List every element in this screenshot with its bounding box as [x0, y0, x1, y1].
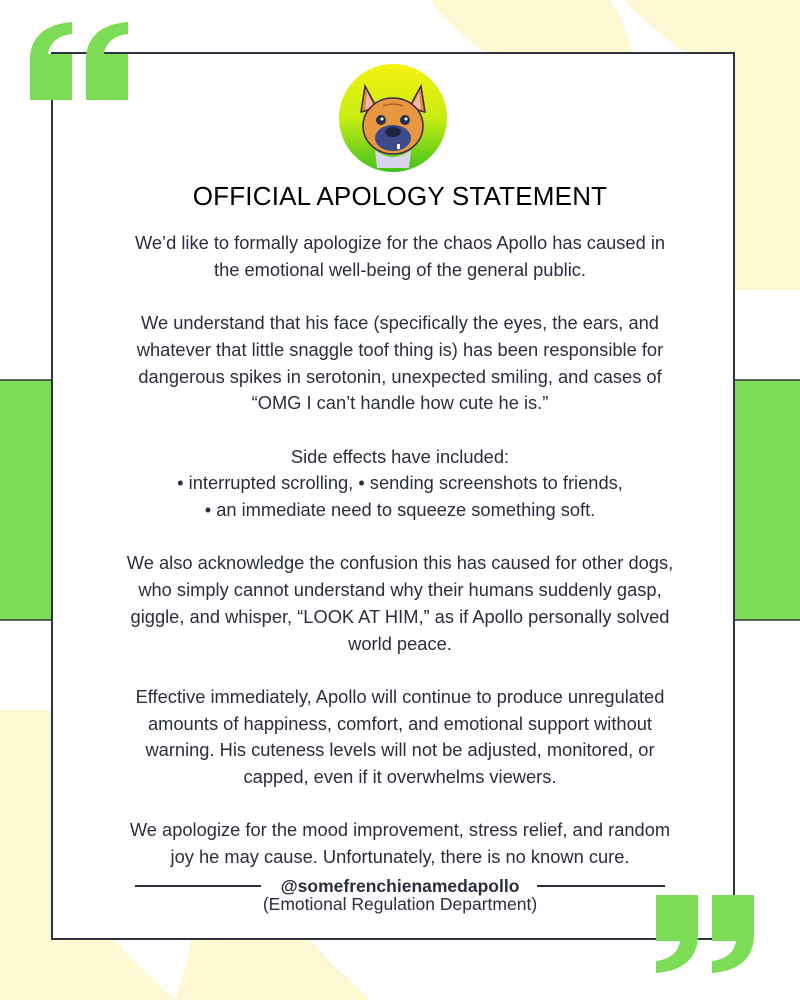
signature-rule-left: [135, 885, 261, 887]
page-title: OFFICIAL APOLOGY STATEMENT: [192, 181, 608, 211]
signature-department: (Emotional Regulation Department): [262, 894, 538, 914]
signature-rule-right: [537, 885, 665, 887]
signature-handle: @somefrenchienamedapollo: [280, 876, 520, 896]
paragraph-other-dogs: We also acknowledge the confusion this has caused for other dogs, who simply cannot understand why their humans suddenly gasp, giggle, and whisper, “LOOK AT HIM,” as if Apollo personally solved world peace.: [126, 552, 674, 654]
french-bulldog-icon: [339, 64, 447, 172]
side-effects-list-line: • an immediate need to squeeze something soft.: [204, 499, 596, 520]
apology-body: [80, 230, 720, 871]
paragraph-side-effects: [80, 444, 720, 524]
dog-avatar: [339, 64, 447, 172]
paragraph-intro: We’d like to formally apologize for the chaos Apollo has caused in the emotional well-being of the general public.: [134, 232, 666, 280]
side-effects-list-line: • interrupted scrolling, • sending screenshots to friends,: [177, 472, 623, 494]
side-effects-heading: Side effects have included:: [290, 445, 510, 467]
paragraph-face: We understand that his face (specifically the eyes, the ears, and whatever that little snaggle toof thing is) has been responsible for dangerous spikes in serotonin, unexpected smiling, and cases of “OMG I can’t handle how cute he is.”: [136, 312, 664, 414]
paragraph-closing: We apologize for the mood improvement, stress relief, and random joy he may cause. Unfortunately, there is no known cure.: [129, 819, 671, 868]
paragraph-effective: Effective immediately, Apollo will continue to produce unregulated amounts of happiness, comfort, and emotional support without warning. His cuteness levels will not be adjusted, monitored, or capped, even if it overwhelms viewers.: [135, 685, 665, 787]
green-opening-quote-icon: [28, 22, 132, 102]
